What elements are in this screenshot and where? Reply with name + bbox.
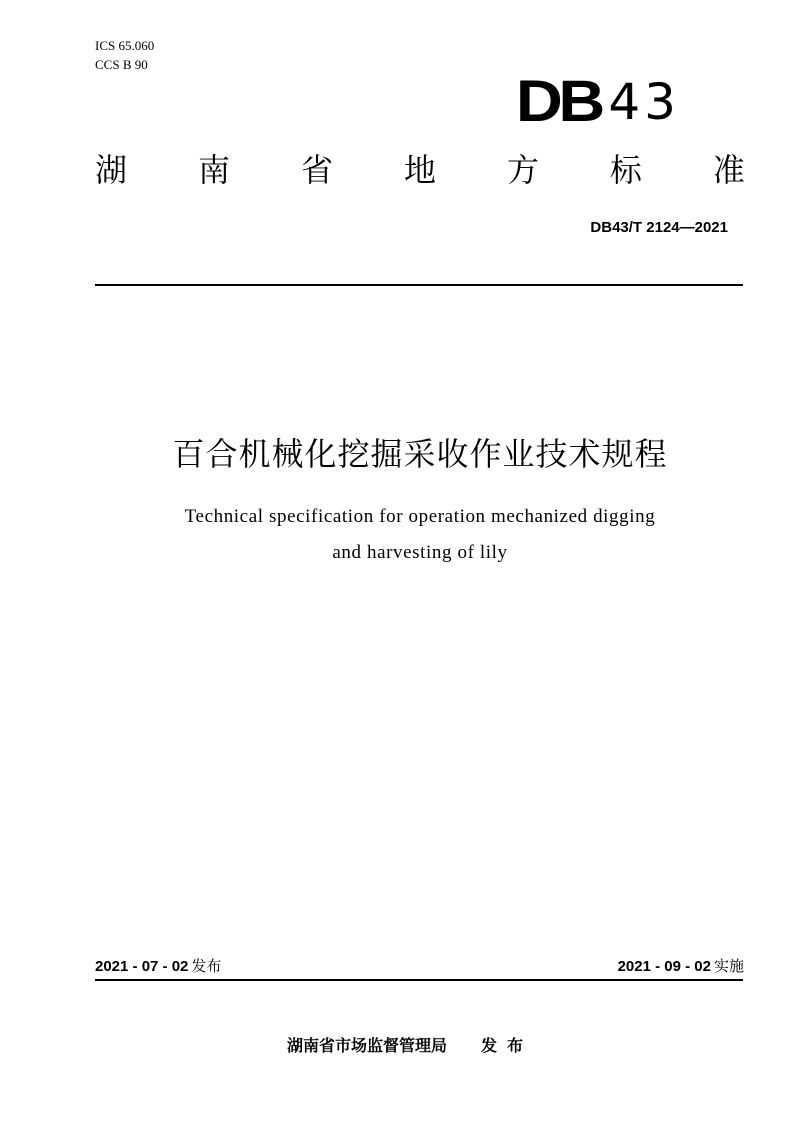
bottom-divider: [95, 979, 743, 981]
top-divider: [95, 284, 743, 286]
standard-type-char: 方: [506, 151, 539, 189]
document-title-english-line1: Technical specification for operation mechanized digging: [184, 506, 656, 527]
publish-date-block: [95, 956, 221, 977]
publisher-name: 湖南省市场监督管理局: [286, 1036, 447, 1055]
document-title-chinese: 百合机械化挖掘采收作业技术规程: [172, 435, 668, 473]
publish-label: 发布: [191, 957, 222, 975]
publish-date: 2021 - 07 - 02: [95, 958, 189, 975]
implement-label: 实施: [713, 957, 744, 975]
implement-date-block: [618, 956, 744, 977]
standard-code: DB43/T 2124—2021: [590, 219, 728, 236]
publisher-action: 发布: [481, 1036, 534, 1055]
standard-type-heading: [95, 150, 745, 190]
province-number: 43: [608, 73, 680, 131]
standard-type-char: 湖: [95, 151, 128, 189]
ics-code: ICS 65.060: [95, 38, 155, 53]
db43-logo: [515, 69, 680, 134]
ccs-code: CCS B 90: [95, 57, 148, 72]
publisher-line: [0, 1035, 800, 1057]
standard-type-char: 准: [712, 151, 745, 189]
standard-type-char: 南: [197, 151, 230, 189]
standard-type-char: 省: [300, 151, 333, 189]
db-mark: DB: [515, 69, 601, 134]
standard-type-char: 地: [403, 151, 436, 189]
standard-type-char: 标: [609, 151, 642, 189]
implement-date: 2021 - 09 - 02: [617, 958, 711, 975]
document-title-english-line2: and harvesting of lily: [332, 542, 508, 563]
